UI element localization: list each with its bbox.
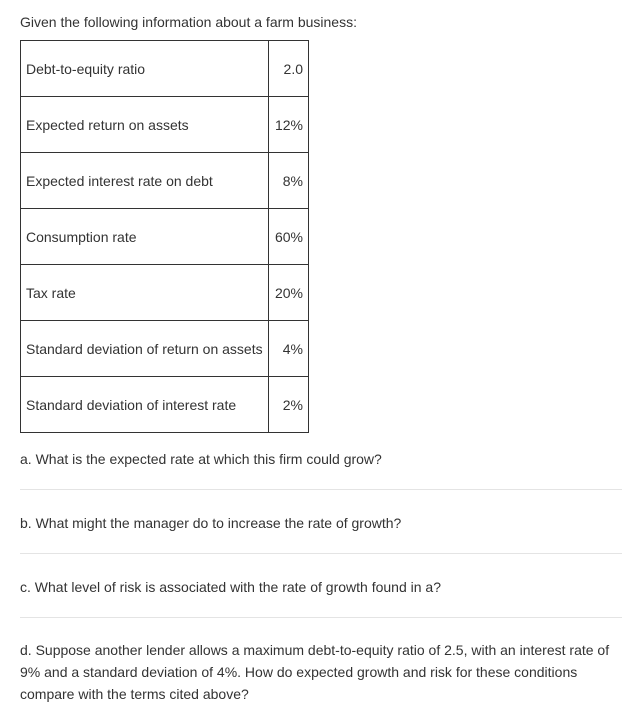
row-label: Debt-to-equity ratio [21, 41, 269, 97]
row-label: Tax rate [21, 265, 269, 321]
row-value: 4% [269, 321, 309, 377]
question-b: b. What might the manager do to increase the rate of growth? [20, 515, 402, 531]
table-row [21, 41, 309, 97]
row-value: 12% [269, 97, 309, 153]
divider [20, 489, 622, 490]
row-label: Standard deviation of return on assets [21, 321, 269, 377]
question-a: a. What is the expected rate at which this firm could grow? [20, 451, 382, 467]
row-label: Standard deviation of interest rate [21, 377, 269, 433]
divider [20, 553, 622, 554]
farm-info-table [20, 40, 309, 433]
row-value: 8% [269, 153, 309, 209]
intro-text: Given the following information about a farm business: [20, 14, 357, 30]
row-label: Expected return on assets [21, 97, 269, 153]
row-value: 20% [269, 265, 309, 321]
row-label: Expected interest rate on debt [21, 153, 269, 209]
table-row [21, 209, 309, 265]
table-row [21, 377, 309, 433]
row-value: 2% [269, 377, 309, 433]
table-row [21, 153, 309, 209]
question-d: d. Suppose another lender allows a maximum debt-to-equity ratio of 2.5, with an interest rate of 9% and a standard deviation of 4%. How do expected growth and risk for these conditions compare with the terms cited above? [20, 642, 610, 702]
table-row [21, 265, 309, 321]
row-value: 60% [269, 209, 309, 265]
question-c: c. What level of risk is associated with the rate of growth found in a? [20, 579, 441, 595]
row-label: Consumption rate [21, 209, 269, 265]
table-row [21, 97, 309, 153]
divider [20, 617, 622, 618]
row-value: 2.0 [269, 41, 309, 97]
table-row [21, 321, 309, 377]
